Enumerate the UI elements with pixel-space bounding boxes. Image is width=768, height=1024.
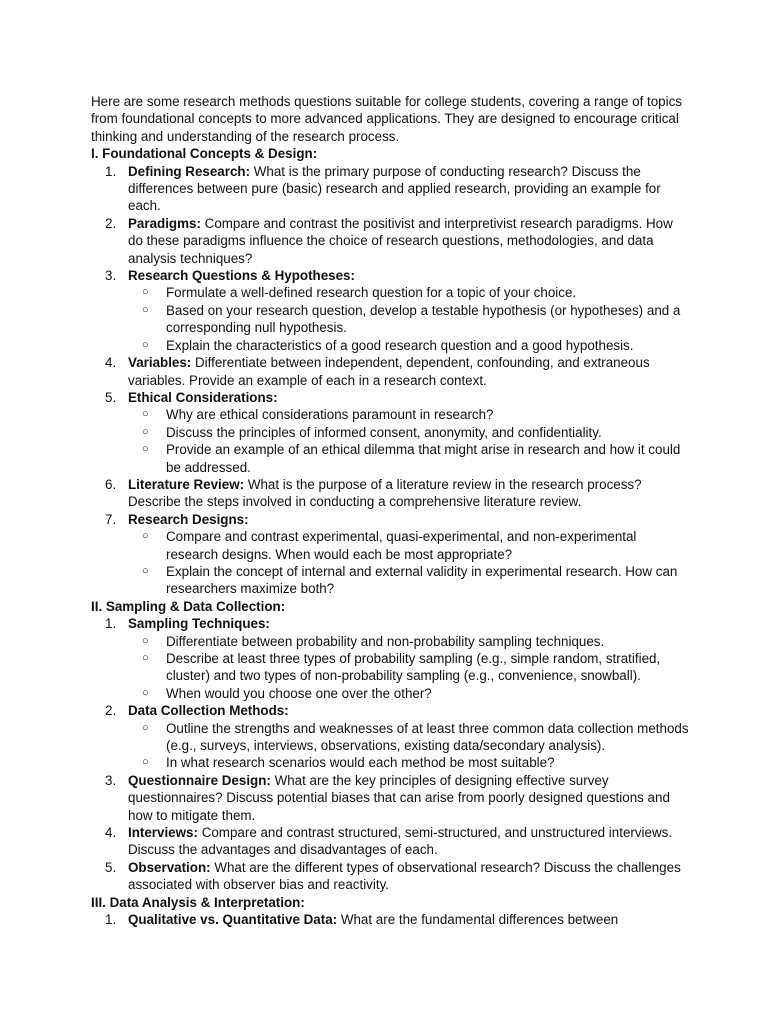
section [91,598,691,894]
item-text: What are the different types of observational research? Discuss the challenges associated with observer bias and reactivity. [128,859,681,893]
list-item [91,824,691,859]
item-number: 5. [105,859,117,875]
circle-bullet-icon: ○ [142,686,149,699]
list-item [91,163,691,215]
list-item [91,859,691,894]
sub-list [128,633,691,703]
sub-list [128,720,691,772]
sub-item-text: Based on your research question, develop a testable hypothesis (or hypotheses) and a corresponding null hypothesis. [166,302,681,336]
section [91,145,691,598]
sub-item [128,284,691,301]
list-item [91,772,691,824]
sub-item [128,302,691,337]
item-lead: Variables: [128,355,192,371]
list-item [91,389,691,476]
circle-bullet-icon: ○ [142,338,149,351]
circle-bullet-icon: ○ [142,443,149,456]
item-text: Differentiate between independent, dependent, confounding, and extraneous variables. Provide an example of each in a research context. [128,355,650,388]
sub-item-text: Explain the concept of internal and external validity in experimental research. How can researchers maximize both? [166,563,678,597]
item-number: 1. [105,912,117,928]
sub-item [128,720,691,755]
intro-paragraph: Here are some research methods questions suitable for college students, covering a range of topics from foundational concepts to more advanced applications. They are designed to encourage critical thinking and understanding of the research process. [91,94,682,144]
section-title: III. Data Analysis & Interpretation: [91,894,305,910]
list-item [91,354,691,389]
sub-item-text: When would you choose one over the other? [166,685,432,701]
section-title: II. Sampling & Data Collection: [91,598,286,614]
item-lead: Sampling Techniques: [128,616,270,632]
item-text: What is the purpose of a literature review in the research process? Describe the steps involved in conducting a comprehensive literature review. [128,476,642,510]
sub-item-text: Discuss the principles of informed consent, anonymity, and confidentiality. [166,424,602,440]
sub-item-text: In what research scenarios would each method be most suitable? [166,755,555,771]
circle-bullet-icon: ○ [142,303,149,316]
section [91,894,691,929]
numbered-list [91,163,691,598]
item-text: What are the fundamental differences between [337,912,619,928]
item-number: 1. [105,163,117,179]
circle-bullet-icon: ○ [142,634,149,647]
item-number: 6. [105,476,117,492]
circle-bullet-icon: ○ [142,652,149,664]
sub-item [128,337,691,354]
list-item [91,911,691,928]
list-item [91,615,691,702]
item-lead: Data Collection Methods: [128,703,289,719]
item-number: 2. [105,703,117,719]
item-text: What is the primary purpose of conducting research? Discuss the differences between pure (basic) research and applied research, providing an example for each. [128,163,661,214]
item-lead: Defining Research: [128,163,251,179]
sub-list [128,406,691,476]
sub-list [128,528,691,598]
item-lead: Ethical Considerations: [128,389,278,405]
item-number: 4. [105,355,117,371]
circle-bullet-icon: ○ [142,721,149,734]
sub-item-text: Formulate a well-defined research question for a topic of your choice. [166,285,577,301]
sub-item [128,406,691,423]
item-number: 7. [105,511,117,527]
item-number: 3. [105,772,117,788]
list-item [91,476,691,511]
sub-item-text: Differentiate between probability and non-probability sampling techniques. [166,633,605,649]
item-text: What are the key principles of designing effective survey questionnaires? Discuss potential biases that can arise from poorly designed questions and how to mitigate them. [128,772,670,823]
item-lead: Interviews: [128,825,198,841]
sub-item [128,528,691,563]
sections-container [91,145,691,928]
list-item [91,511,691,598]
item-text: Compare and contrast the positivist and interpretivist research paradigms. How do these paradigms influence the choice of research questions, methodologies, and data analysis techniques? [128,215,673,266]
item-lead: Questionnaire Design: [128,772,271,788]
circle-bullet-icon: ○ [142,530,149,543]
circle-bullet-icon: ○ [142,286,149,299]
list-item [91,702,691,772]
list-item [91,267,691,354]
sub-item [128,650,691,685]
sub-item-text: Compare and contrast experimental, quasi-experimental, and non-experimental research designs. When would each be most appropriate? [166,529,637,562]
numbered-list [91,911,691,928]
sub-list [128,284,691,354]
sub-item [128,424,691,441]
sub-item-text: Why are ethical considerations paramount in research? [166,407,494,423]
item-lead: Research Questions & Hypotheses: [128,268,355,284]
item-text: Compare and contrast structured, semi-structured, and unstructured interviews. Discuss the advantages and disadvantages of each. [128,825,673,858]
item-number: 1. [105,616,117,632]
sub-item [128,633,691,650]
circle-bullet-icon: ○ [142,756,149,769]
circle-bullet-icon: ○ [142,425,149,438]
item-number: 3. [105,268,117,284]
sub-item-text: Explain the characteristics of a good research question and a good hypothesis. [166,337,634,353]
item-lead: Research Designs: [128,511,249,527]
item-number: 2. [105,215,117,231]
sub-item [128,441,691,476]
item-lead: Observation: [128,859,211,875]
document-body [91,93,691,929]
sub-item [128,754,691,771]
item-lead: Qualitative vs. Quantitative Data: [128,912,338,928]
list-item [91,215,691,267]
sub-item-text: Describe at least three types of probability sampling (e.g., simple random, stratified, cluster) and two types of non-probability sampling (e.g., convenience, snowball). [166,651,661,684]
item-lead: Paradigms: [128,215,201,231]
sub-item-text: Provide an example of an ethical dilemma that might arise in research and how it could be addressed. [166,442,681,475]
circle-bullet-icon: ○ [142,564,149,577]
sub-item [128,563,691,598]
numbered-list [91,615,691,894]
sub-item-text: Outline the strengths and weaknesses of at least three common data collection methods (e.g., surveys, interviews, observations, existing data/secondary analysis). [166,720,689,754]
section-title: I. Foundational Concepts & Design: [91,146,318,162]
item-lead: Literature Review: [128,476,245,492]
circle-bullet-icon: ○ [142,408,149,421]
item-number: 4. [105,825,117,841]
item-number: 5. [105,389,117,405]
sub-item [128,685,691,702]
